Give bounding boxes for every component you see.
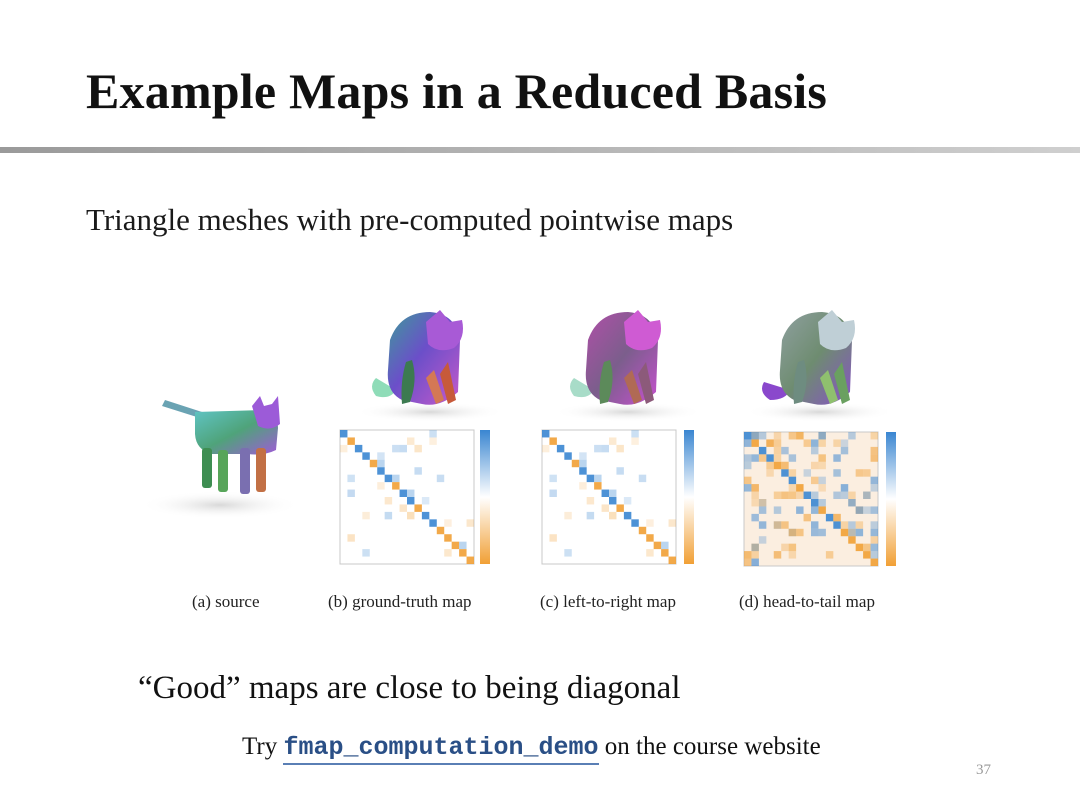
page-number: 37 — [976, 762, 991, 778]
matrix-cell — [818, 462, 825, 469]
matrix-cell — [744, 484, 751, 491]
matrix-cell — [848, 492, 855, 499]
matrix-cell — [811, 499, 818, 506]
matrix-cell — [871, 536, 878, 543]
matrix-cell — [804, 514, 811, 521]
matrix-cell — [759, 499, 766, 506]
matrix-cell — [751, 454, 758, 461]
matrix-cell — [848, 499, 855, 506]
matrix-cell — [871, 454, 878, 461]
matrix-cell — [766, 462, 773, 469]
matrix-cell — [781, 521, 788, 528]
matrix-cell — [549, 490, 556, 497]
matrix-cell — [594, 445, 601, 452]
try-prefix: Try — [242, 733, 284, 760]
matrix-cell — [572, 460, 579, 467]
colorbar — [886, 432, 896, 566]
matrix-cell — [751, 432, 758, 439]
matrix-cell — [818, 454, 825, 461]
matrix-cell — [579, 482, 586, 489]
matrix-cell — [789, 469, 796, 476]
matrix-cell — [811, 439, 818, 446]
matrix-cell — [429, 430, 436, 437]
matrix-cell — [744, 432, 751, 439]
matrix-cell — [841, 484, 848, 491]
matrix-cell — [818, 484, 825, 491]
matrix-cell — [347, 490, 354, 497]
matrix-cell — [818, 477, 825, 484]
matrix-cell — [362, 512, 369, 519]
matrix-cell — [744, 477, 751, 484]
matrix-cell — [759, 521, 766, 528]
matrix-cell — [789, 454, 796, 461]
matrix-cell — [414, 467, 421, 474]
matrix-cell — [833, 469, 840, 476]
matrix-cell — [549, 534, 556, 541]
matrix-cell — [385, 497, 392, 504]
matrix-cell — [669, 557, 676, 564]
matrix-cell — [841, 447, 848, 454]
ground-truth-cat-mesh — [355, 310, 505, 422]
try-suffix: on the course website — [598, 733, 821, 760]
matrix-cell — [377, 460, 384, 467]
matrix-cell — [871, 559, 878, 566]
matrix-cell — [781, 462, 788, 469]
matrix-cell — [579, 460, 586, 467]
matrix-cell — [811, 529, 818, 536]
matrix-cell — [789, 484, 796, 491]
matrix-cell — [759, 506, 766, 513]
matrix-cell — [789, 492, 796, 499]
caption-head-to-tail: (d) head-to-tail map — [739, 592, 875, 611]
matrix-cell — [863, 506, 870, 513]
matrix-cell — [459, 549, 466, 556]
matrix-cell — [811, 447, 818, 454]
head-to-tail-matrix — [744, 432, 896, 566]
matrix-cell — [826, 551, 833, 558]
matrix-cell — [789, 477, 796, 484]
matrix-cell — [759, 447, 766, 454]
matrix-cell — [848, 536, 855, 543]
matrix-cell — [804, 469, 811, 476]
matrix-cell — [639, 527, 646, 534]
ground-truth-matrix — [340, 430, 490, 564]
left-to-right-matrix — [542, 430, 694, 564]
matrix-cell — [616, 445, 623, 452]
matrix-cell — [392, 445, 399, 452]
matrix-cell — [751, 499, 758, 506]
matrix-cell — [347, 437, 354, 444]
matrix-cell — [818, 529, 825, 536]
matrix-cell — [863, 469, 870, 476]
matrix-cell — [407, 512, 414, 519]
matrix-cell — [744, 551, 751, 558]
matrix-cell — [594, 482, 601, 489]
matrix-cell — [863, 492, 870, 499]
head-to-tail-cat-mesh — [745, 310, 895, 422]
matrix-cell — [833, 521, 840, 528]
matrix-cell — [392, 482, 399, 489]
matrix-cell — [609, 437, 616, 444]
matrix-cell — [871, 484, 878, 491]
matrix-cell — [557, 445, 564, 452]
matrix-cell — [841, 492, 848, 499]
matrix-cell — [774, 447, 781, 454]
matrix-cell — [789, 544, 796, 551]
matrix-cell — [422, 497, 429, 504]
matrix-cell — [774, 492, 781, 499]
matrix-cell — [340, 430, 347, 437]
matrix-cell — [848, 529, 855, 536]
matrix-cell — [444, 549, 451, 556]
matrix-cell — [542, 445, 549, 452]
matrix-cell — [744, 462, 751, 469]
matrix-cell — [781, 447, 788, 454]
matrix-cell — [631, 519, 638, 526]
matrix-cell — [759, 432, 766, 439]
matrix-cell — [444, 519, 451, 526]
matrix-cell — [564, 549, 571, 556]
matrix-cell — [744, 454, 751, 461]
matrix-cell — [871, 447, 878, 454]
matrix-cell — [362, 452, 369, 459]
matrix-cell — [751, 544, 758, 551]
matrix-cell — [654, 542, 661, 549]
matrix-cell — [564, 512, 571, 519]
matrix-cell — [347, 475, 354, 482]
matrix-cell — [789, 432, 796, 439]
matrix-cell — [811, 492, 818, 499]
caption-left-to-right: (c) left-to-right map — [540, 592, 676, 611]
matrix-cell — [751, 439, 758, 446]
matrix-cell — [542, 430, 549, 437]
matrix-cell — [833, 454, 840, 461]
matrix-cell — [833, 439, 840, 446]
slide-subtitle: Triangle meshes with pre-computed pointwise maps — [86, 202, 734, 237]
matrix-cell — [751, 484, 758, 491]
matrix-cell — [818, 506, 825, 513]
matrix-cell — [579, 452, 586, 459]
demo-link[interactable]: fmap_computation_demo — [283, 733, 598, 765]
matrix-cell — [355, 445, 362, 452]
matrix-cell — [811, 506, 818, 513]
matrix-cell — [759, 454, 766, 461]
left-to-right-cat-mesh — [553, 310, 703, 422]
matrix-cell — [871, 551, 878, 558]
figure — [140, 300, 940, 630]
matrix-cell — [407, 497, 414, 504]
matrix-cell — [385, 512, 392, 519]
matrix-cell — [871, 506, 878, 513]
matrix-cell — [751, 492, 758, 499]
matrix-cell — [751, 559, 758, 566]
matrix-cell — [848, 521, 855, 528]
matrix-cell — [863, 551, 870, 558]
matrix-cell — [661, 549, 668, 556]
matrix-cell — [759, 536, 766, 543]
matrix-cell — [804, 492, 811, 499]
matrix-cell — [796, 529, 803, 536]
matrix-cell — [796, 506, 803, 513]
matrix-cell — [362, 549, 369, 556]
matrix-cell — [377, 452, 384, 459]
matrix-cell — [669, 519, 676, 526]
matrix-cell — [796, 492, 803, 499]
matrix-cell — [602, 445, 609, 452]
source-cat-mesh — [140, 396, 300, 519]
matrix-cell — [818, 499, 825, 506]
matrix-cell — [340, 445, 347, 452]
matrix-cell — [624, 497, 631, 504]
matrix-cell — [587, 475, 594, 482]
matrix-cell — [856, 469, 863, 476]
title-divider — [0, 147, 1080, 153]
matrix-cell — [385, 475, 392, 482]
matrix-cell — [377, 482, 384, 489]
matrix-cell — [774, 462, 781, 469]
matrix-cell — [781, 492, 788, 499]
matrix-cell — [467, 519, 474, 526]
matrix-cell — [811, 462, 818, 469]
matrix-cell — [400, 504, 407, 511]
matrix-cell — [429, 519, 436, 526]
matrix-cell — [616, 504, 623, 511]
matrix-cell — [833, 492, 840, 499]
matrix-cell — [796, 484, 803, 491]
matrix-cell — [804, 439, 811, 446]
matrix-cell — [811, 521, 818, 528]
try-demo-line — [242, 733, 821, 762]
colorbar — [684, 430, 694, 564]
matrix-cell — [774, 432, 781, 439]
matrix-cell — [871, 529, 878, 536]
good-maps-note: “Good” maps are close to being diagonal — [138, 670, 681, 706]
matrix-cell — [639, 475, 646, 482]
matrix-cell — [833, 514, 840, 521]
matrix-cell — [856, 506, 863, 513]
colorbar — [480, 430, 490, 564]
matrix-cell — [774, 506, 781, 513]
matrix-cell — [631, 437, 638, 444]
matrix-cell — [370, 460, 377, 467]
matrix-cell — [579, 467, 586, 474]
matrix-cell — [751, 551, 758, 558]
matrix-cell — [781, 469, 788, 476]
matrix-cell — [602, 504, 609, 511]
matrix-cell — [414, 504, 421, 511]
matrix-cell — [347, 534, 354, 541]
matrix-cell — [856, 529, 863, 536]
matrix-cell — [609, 490, 616, 497]
matrix-cell — [774, 439, 781, 446]
matrix-cell — [789, 529, 796, 536]
matrix-cell — [774, 454, 781, 461]
figure-graphics — [140, 300, 940, 630]
matrix-cell — [392, 475, 399, 482]
matrix-cell — [856, 521, 863, 528]
matrix-cell — [377, 467, 384, 474]
matrix-cell — [661, 542, 668, 549]
matrix-cell — [437, 475, 444, 482]
matrix-cell — [841, 439, 848, 446]
matrix-cell — [602, 490, 609, 497]
matrix-cell — [646, 519, 653, 526]
matrix-cell — [549, 475, 556, 482]
matrix-cell — [766, 469, 773, 476]
matrix-cell — [856, 544, 863, 551]
matrix-cell — [774, 551, 781, 558]
matrix-cell — [766, 439, 773, 446]
matrix-cell — [459, 542, 466, 549]
matrix-cell — [781, 544, 788, 551]
matrix-cell — [766, 454, 773, 461]
matrix-cell — [400, 490, 407, 497]
matrix-cell — [587, 512, 594, 519]
matrix-cell — [400, 445, 407, 452]
matrix-cell — [646, 534, 653, 541]
matrix-cell — [818, 439, 825, 446]
matrix-cell — [871, 432, 878, 439]
matrix-cell — [467, 557, 474, 564]
matrix-cell — [811, 477, 818, 484]
matrix-cell — [609, 512, 616, 519]
caption-source: (a) source — [192, 592, 260, 611]
matrix-cell — [744, 439, 751, 446]
matrix-cell — [407, 437, 414, 444]
matrix-cell — [871, 521, 878, 528]
matrix-cell — [437, 527, 444, 534]
matrix-cell — [564, 452, 571, 459]
caption-ground-truth: (b) ground-truth map — [328, 592, 472, 611]
matrix-cell — [744, 559, 751, 566]
matrix-cell — [587, 497, 594, 504]
matrix-cell — [609, 497, 616, 504]
matrix-cell — [871, 477, 878, 484]
matrix-cell — [774, 521, 781, 528]
matrix-cell — [452, 542, 459, 549]
matrix-cell — [818, 432, 825, 439]
matrix-cell — [549, 437, 556, 444]
matrix-cell — [414, 445, 421, 452]
matrix-cell — [841, 529, 848, 536]
matrix-cell — [826, 514, 833, 521]
matrix-cell — [407, 490, 414, 497]
matrix-cell — [841, 521, 848, 528]
matrix-cell — [863, 544, 870, 551]
matrix-cell — [422, 512, 429, 519]
matrix-cell — [624, 512, 631, 519]
matrix-cell — [444, 534, 451, 541]
matrix-cell — [429, 437, 436, 444]
matrix-cell — [646, 549, 653, 556]
matrix-cell — [594, 475, 601, 482]
matrix-cell — [848, 432, 855, 439]
matrix-cell — [631, 430, 638, 437]
slide-title: Example Maps in a Reduced Basis — [86, 63, 828, 119]
matrix-cell — [789, 551, 796, 558]
matrix-cell — [616, 467, 623, 474]
matrix-cell — [751, 514, 758, 521]
matrix-cell — [871, 544, 878, 551]
matrix-cell — [796, 432, 803, 439]
